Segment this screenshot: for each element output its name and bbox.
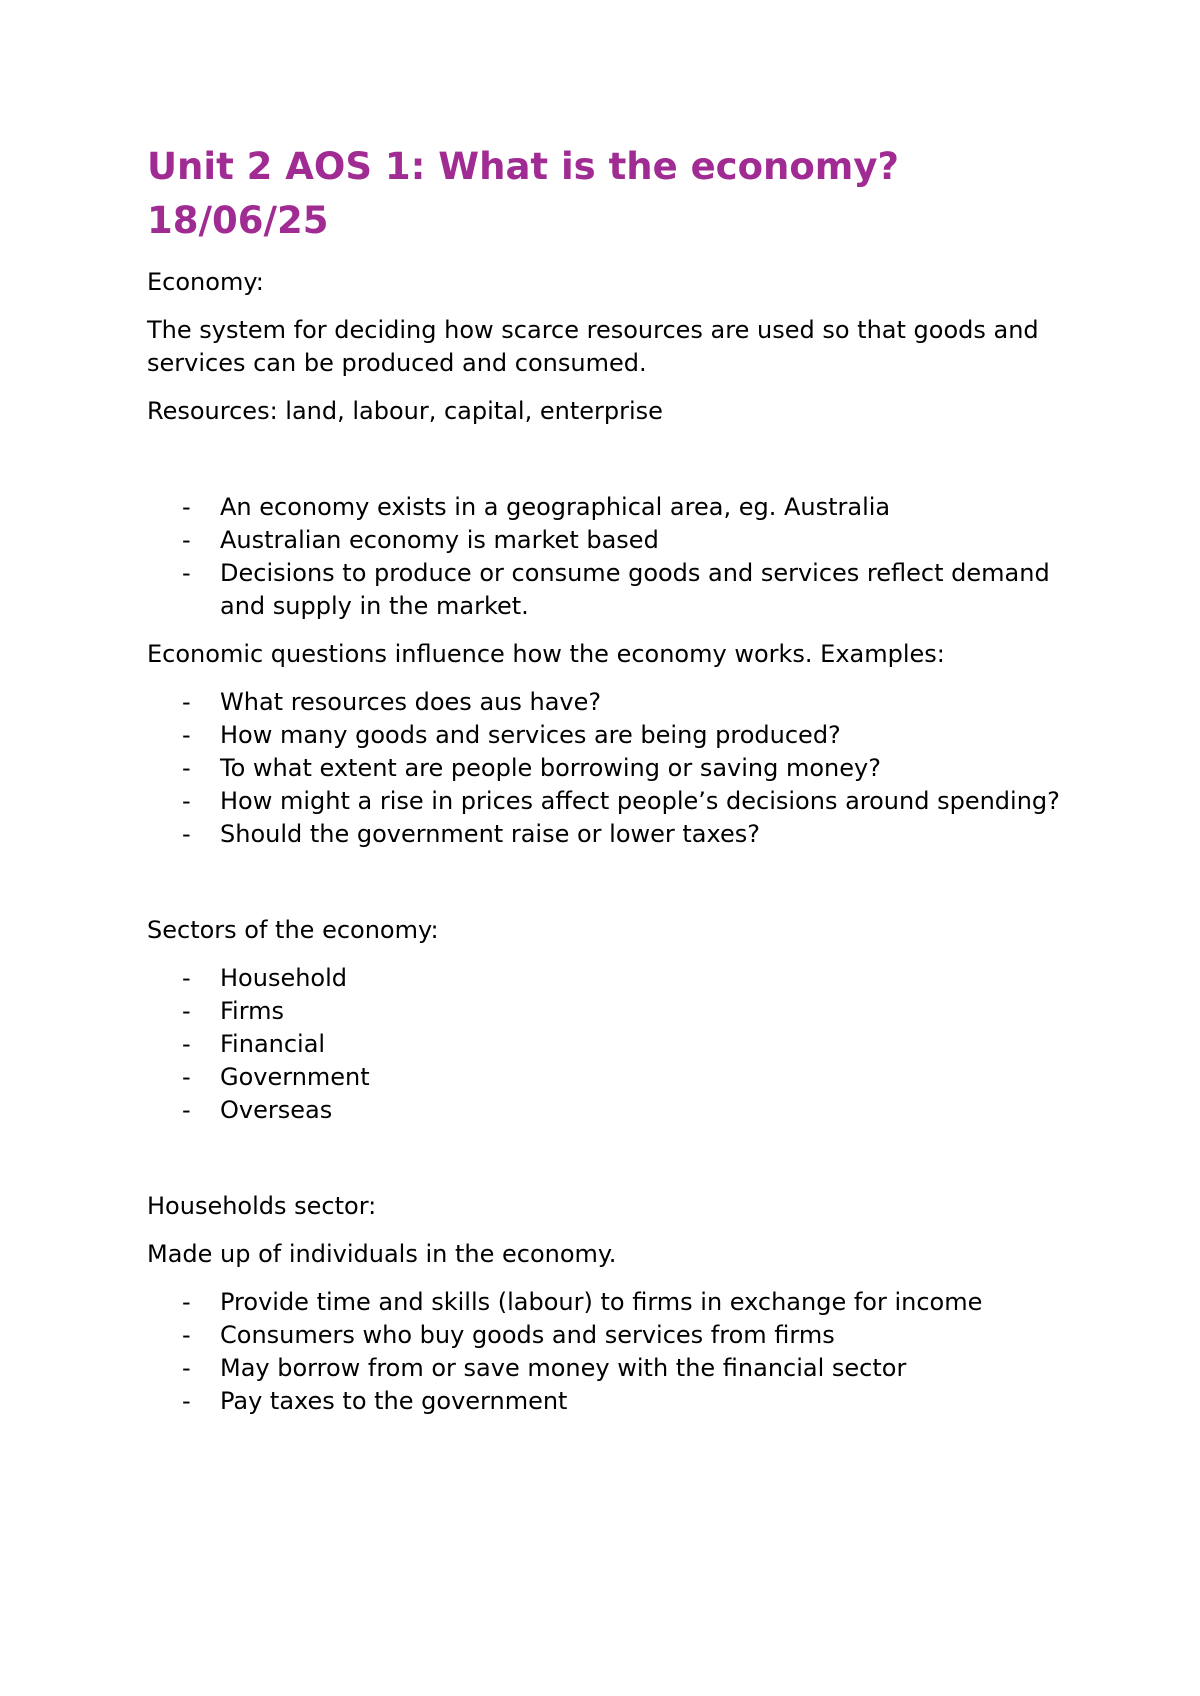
list-item-text: Government xyxy=(220,1063,370,1091)
list-item xyxy=(147,785,1077,818)
dash-bullet: - xyxy=(182,1387,191,1415)
economy-definition: The system for deciding how scarce resources are used so that goods and services can be produced and consumed. xyxy=(147,316,1039,377)
dash-bullet: - xyxy=(182,1288,191,1316)
dash-bullet: - xyxy=(182,1096,191,1124)
sectors-list xyxy=(147,962,1077,1127)
economy-heading: Economy: xyxy=(147,268,264,296)
document-page xyxy=(147,140,1077,1433)
blank-line xyxy=(147,443,1077,491)
households-definition: Made up of individuals in the economy. xyxy=(147,1240,617,1268)
dash-bullet: - xyxy=(182,559,191,587)
list-item-text: Household xyxy=(220,964,348,992)
households-heading: Households sector: xyxy=(147,1192,377,1220)
list-item-text: Consumers who buy goods and services from firms xyxy=(220,1321,835,1349)
dash-bullet: - xyxy=(182,688,191,716)
dash-bullet: - xyxy=(182,997,191,1025)
page-title: Unit 2 AOS 1: What is the economy? 18/06/25 xyxy=(147,145,899,242)
dash-bullet: - xyxy=(182,964,191,992)
list-item xyxy=(147,1286,1077,1319)
list-item-text: How might a rise in prices affect people’s decisions around spending? xyxy=(220,787,1060,815)
dash-bullet: - xyxy=(182,526,191,554)
list-item-text: Overseas xyxy=(220,1096,333,1124)
list-item xyxy=(147,962,1077,995)
list-item-text: Firms xyxy=(220,997,285,1025)
dash-bullet: - xyxy=(182,721,191,749)
list-item-text: Australian economy is market based xyxy=(220,526,659,554)
list-item xyxy=(147,719,1077,752)
list-item-text: Should the government raise or lower taxes? xyxy=(220,820,760,848)
dash-bullet: - xyxy=(182,493,191,521)
list-item-text: To what extent are people borrowing or saving money? xyxy=(220,754,881,782)
resources-line: Resources: land, labour, capital, enterprise xyxy=(147,397,663,425)
sectors-heading: Sectors of the economy: xyxy=(147,916,439,944)
household-points-list xyxy=(147,1286,1077,1418)
list-item xyxy=(147,995,1077,1028)
blank-line xyxy=(147,1142,1077,1190)
list-item-text: How many goods and services are being produced? xyxy=(220,721,841,749)
list-item xyxy=(147,1385,1077,1418)
questions-intro: Economic questions influence how the economy works. Examples: xyxy=(147,640,945,668)
dash-bullet: - xyxy=(182,1321,191,1349)
blank-line xyxy=(147,866,1077,914)
dash-bullet: - xyxy=(182,1030,191,1058)
list-item xyxy=(147,524,1077,557)
list-item xyxy=(147,686,1077,719)
dash-bullet: - xyxy=(182,820,191,848)
list-item xyxy=(147,1319,1077,1352)
list-item xyxy=(147,1061,1077,1094)
list-item xyxy=(147,1094,1077,1127)
list-item xyxy=(147,557,1077,623)
dash-bullet: - xyxy=(182,787,191,815)
dash-bullet: - xyxy=(182,754,191,782)
list-item xyxy=(147,1352,1077,1385)
list-item-text: Provide time and skills (labour) to firms in exchange for income xyxy=(220,1288,983,1316)
list-item-text: What resources does aus have? xyxy=(220,688,602,716)
list-item-text: Financial xyxy=(220,1030,326,1058)
list-item-text: Pay taxes to the government xyxy=(220,1387,568,1415)
dash-bullet: - xyxy=(182,1354,191,1382)
list-item xyxy=(147,752,1077,785)
list-item-text: May borrow from or save money with the financial sector xyxy=(220,1354,907,1382)
list-item-text: Decisions to produce or consume goods and services reflect demand and supply in the market. xyxy=(220,559,1050,620)
dash-bullet: - xyxy=(182,1063,191,1091)
economy-points-list xyxy=(147,491,1077,623)
questions-list xyxy=(147,686,1077,851)
list-item xyxy=(147,1028,1077,1061)
list-item-text: An economy exists in a geographical area, eg. Australia xyxy=(220,493,891,521)
list-item xyxy=(147,491,1077,524)
list-item xyxy=(147,818,1077,851)
